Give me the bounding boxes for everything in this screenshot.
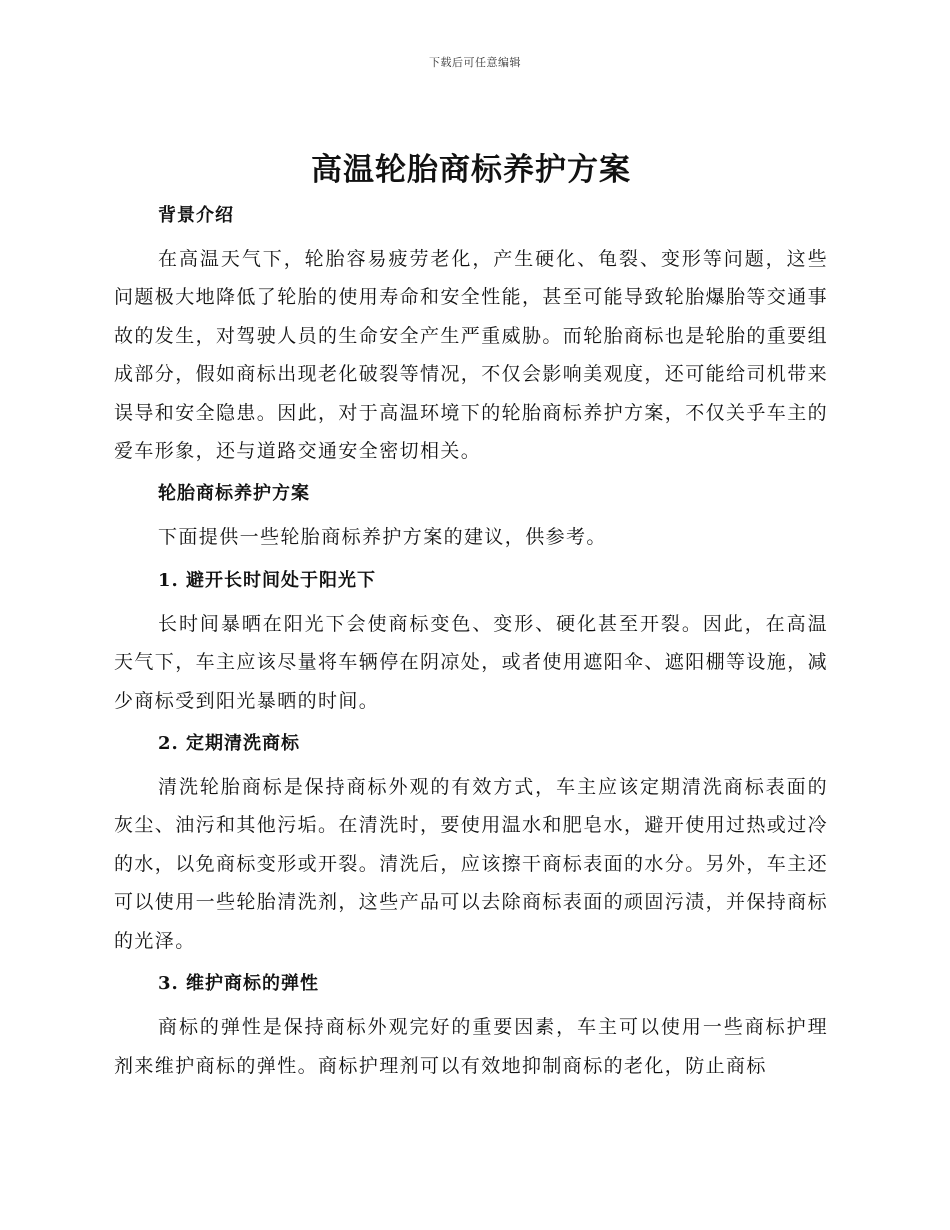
section-heading-item-2: 2. 定期清洗商标 xyxy=(158,733,301,755)
section-heading-item-1: 1. 避开长时间处于阳光下 xyxy=(158,569,377,591)
document-title: 高温轮胎商标养护方案 xyxy=(311,152,631,188)
document-body xyxy=(114,146,828,1085)
paragraph-background: 在高温天气下，轮胎容易疲劳老化，产生硬化、龟裂、变形等问题，这些问题极大地降低了轮胎的使用寿命和安全性能，甚至可能导致轮胎爆胎等交通事故的发生，对驾驶人员的生命安全产生严重威胁。而轮胎商标也是轮胎的重要组成部分，假如商标出现老化破裂等情况，不仅会影响美观度，还可能给司机带来误导和安全隐患。因此，对于高温环境下的轮胎商标养护方案，不仅关乎车主的爱车形象，还与道路交通安全密切相关。 xyxy=(114,248,829,463)
paragraph-item-3: 商标的弹性是保持商标外观完好的重要因素，车主可以使用一些商标护理剂来维护商标的弹性。商标护理剂可以有效地抑制商标的老化，防止商标 xyxy=(114,1016,828,1077)
section-heading-plan: 轮胎商标养护方案 xyxy=(158,483,310,505)
paragraph-item-1: 长时间暴晒在阳光下会使商标变色、变形、硬化甚至开裂。因此，在高温天气下，车主应该尽量将车辆停在阴凉处，或者使用遮阳伞、遮阳棚等设施，减少商标受到阳光暴晒的时间。 xyxy=(114,612,829,712)
header-note: 下载后可任意编辑 xyxy=(429,56,521,69)
section-heading-background: 背景介绍 xyxy=(158,205,234,226)
section-heading-item-3: 3. 维护商标的弹性 xyxy=(158,973,320,995)
paragraph-plan-intro: 下面提供一些轮胎商标养护方案的建议，供参考。 xyxy=(158,526,607,549)
paragraph-item-2: 清洗轮胎商标是保持商标外观的有效方式，车主应该定期清洗商标表面的灰尘、油污和其他污垢。在清洗时，要使用温水和肥皂水，避开使用过热或过冷的水，以免商标变形或开裂。清洗后，应该擦干商标表面的水分。另外，车主还可以使用一些轮胎清洗剂，这些产品可以去除商标表面的顽固污渍，并保持商标的光泽。 xyxy=(114,776,829,952)
